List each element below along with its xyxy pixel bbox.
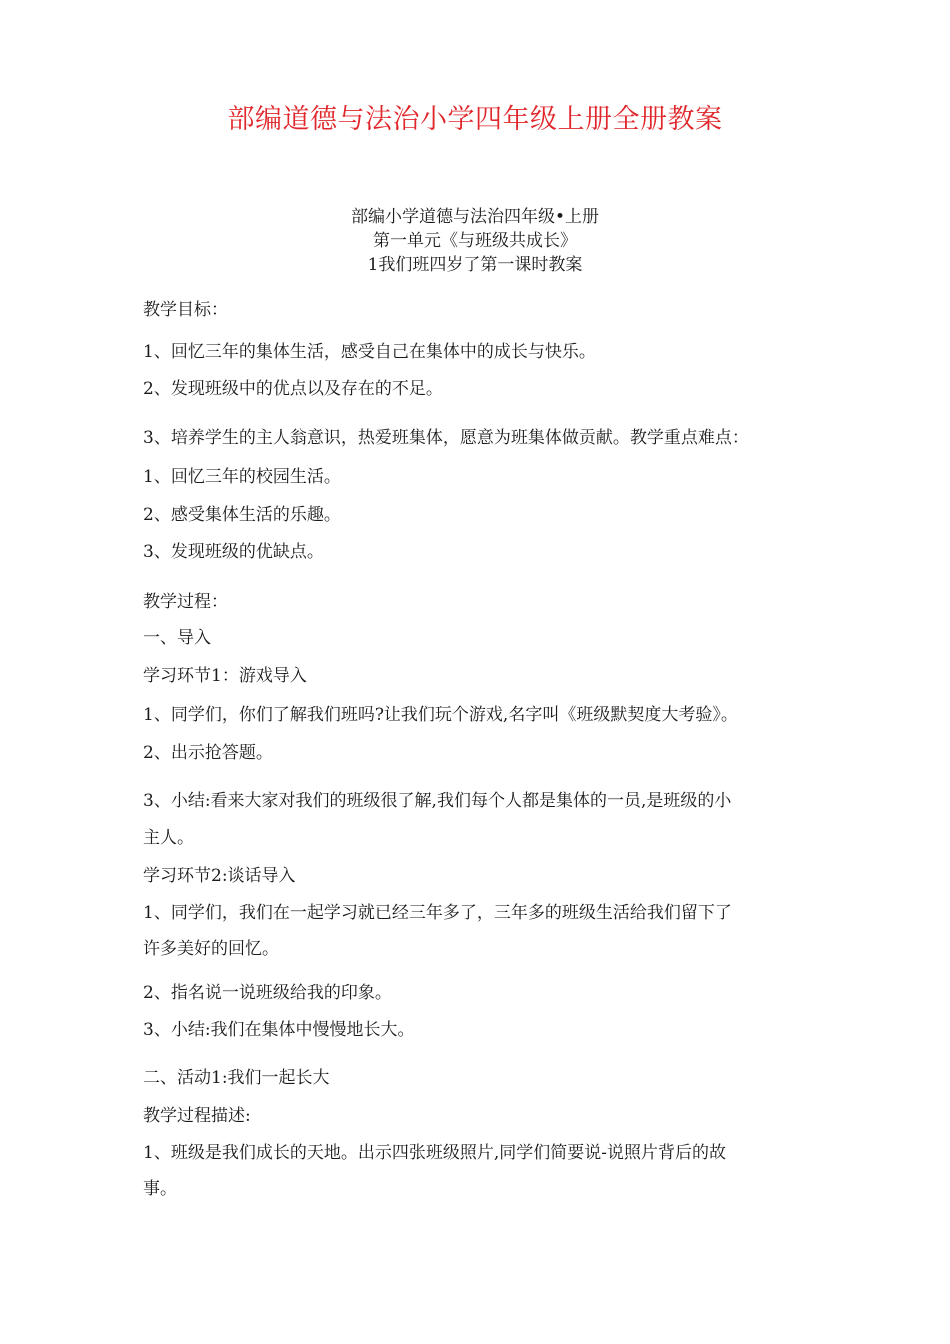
paragraph-line: 教学过程描述: (143, 1106, 251, 1126)
paragraph-line: 1、回忆三年的校园生活。 (143, 467, 341, 487)
paragraph-line: 3、小结:看来大家对我们的班级很了解,我们每个人都是集体的一员,是班级的小 (143, 791, 732, 811)
paragraph-line: 许多美好的回忆。 (143, 939, 279, 959)
paragraph-line: 3、发现班级的优缺点。 (143, 542, 324, 562)
paragraph-line: 2、感受集体生活的乐趣。 (143, 505, 341, 525)
paragraph-line: 教学目标： (143, 300, 228, 320)
document-title: 部编道德与法治小学四年级上册全册教案 (227, 104, 723, 135)
paragraph-line: 2、发现班级中的优点以及存在的不足。 (143, 379, 443, 399)
paragraph-line: 二、活动1:我们一起长大 (143, 1068, 330, 1088)
paragraph-line: 一、导入 (143, 628, 211, 648)
lesson-heading: 1我们班四岁了第一课时教案 (367, 255, 583, 275)
paragraph-line: 3、小结:我们在集体中慢慢地长大。 (143, 1020, 415, 1040)
paragraph-line: 1、同学们，我们在一起学习就已经三年多了，三年多的班级生活给我们留下了 (143, 903, 732, 923)
paragraph-line: 1、回忆三年的集体生活，感受自己在集体中的成长与快乐。 (143, 342, 596, 362)
series-heading: 部编小学道德与法治四年级•上册 (350, 207, 600, 227)
paragraph-line: 教学过程： (143, 592, 228, 612)
paragraph-line: 2、出示抢答题。 (143, 743, 273, 763)
paragraph-line: 3、培养学生的主人翁意识，热爱班集体，愿意为班集体做贡献。教学重点难点： (143, 428, 749, 448)
unit-heading: 第一单元《与班级共成长》 (373, 231, 577, 251)
paragraph-line: 事。 (143, 1179, 177, 1199)
paragraph-line: 学习环节2:谈话导入 (143, 866, 296, 886)
paragraph-line: 学习环节1：游戏导入 (143, 666, 307, 686)
paragraph-line: 1、同学们，你们了解我们班吗?让我们玩个游戏,名字叫《班级默契度大考验》。 (143, 705, 738, 725)
paragraph-line: 2、指名说一说班级给我的印象。 (143, 983, 392, 1003)
paragraph-line: 1、班级是我们成长的天地。出示四张班级照片,同学们简要说-说照片背后的故 (143, 1143, 726, 1163)
paragraph-line: 主人。 (143, 828, 194, 848)
